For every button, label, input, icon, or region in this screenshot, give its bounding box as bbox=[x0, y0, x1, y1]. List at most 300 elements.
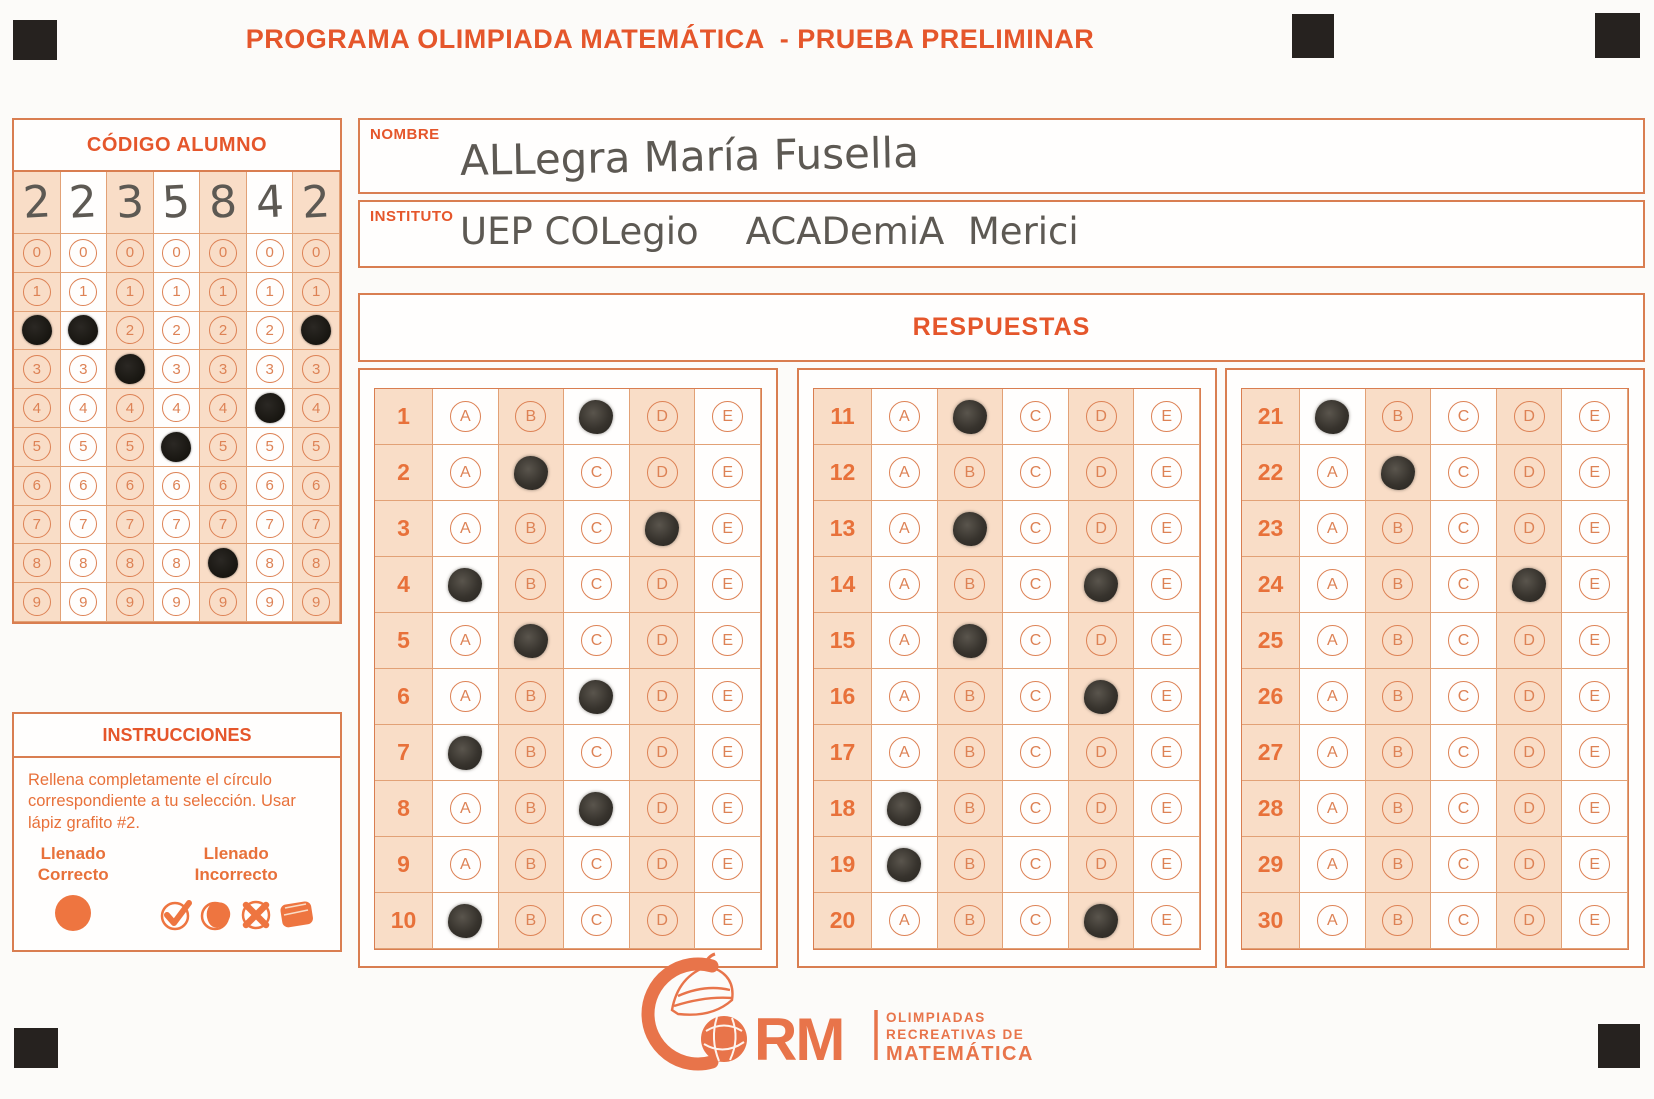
code-digit-cell-col6[interactable] bbox=[247, 172, 294, 234]
code-bubble-col5-8-filled[interactable] bbox=[208, 548, 238, 578]
answer-bubble-q30-E[interactable]: E bbox=[1579, 905, 1610, 936]
answer-bubble-q18-D[interactable]: D bbox=[1086, 793, 1117, 824]
code-cell bbox=[200, 467, 247, 506]
answer-bubble-q7-B[interactable]: B bbox=[515, 737, 546, 768]
answer-bubble-q11-B-filled[interactable] bbox=[953, 400, 987, 434]
answer-bubble-q20-B[interactable]: B bbox=[954, 905, 985, 936]
answer-bubble-q25-B[interactable]: B bbox=[1382, 625, 1413, 656]
code-bubble-col7-2-filled[interactable] bbox=[301, 315, 331, 345]
answer-bubble-q28-A[interactable]: A bbox=[1317, 793, 1348, 824]
answer-cell bbox=[499, 613, 565, 669]
answer-cell bbox=[938, 613, 1004, 669]
answer-bubble-q9-C[interactable]: C bbox=[581, 849, 612, 880]
code-bubble-col2-7[interactable]: 7 bbox=[69, 510, 97, 538]
code-cell bbox=[293, 273, 340, 312]
answer-bubble-q26-A[interactable]: A bbox=[1317, 681, 1348, 712]
handwritten-digit: 2 bbox=[21, 176, 53, 229]
answer-bubble-q28-D[interactable]: D bbox=[1514, 793, 1545, 824]
code-bubble-col6-6[interactable]: 6 bbox=[256, 472, 284, 500]
code-bubble-col6-7[interactable]: 7 bbox=[256, 510, 284, 538]
answer-bubble-q6-E[interactable]: E bbox=[712, 681, 743, 712]
answer-bubble-q18-A-filled[interactable] bbox=[887, 792, 921, 826]
answer-bubble-q11-E[interactable]: E bbox=[1151, 401, 1182, 432]
code-bubble-col4-3[interactable]: 3 bbox=[162, 355, 190, 383]
answer-bubble-q14-C[interactable]: C bbox=[1020, 569, 1051, 600]
answer-bubble-q5-E[interactable]: E bbox=[712, 625, 743, 656]
code-bubble-col4-1[interactable]: 1 bbox=[162, 278, 190, 306]
code-bubble-col7-8[interactable]: 8 bbox=[302, 549, 330, 577]
answer-cell bbox=[630, 837, 696, 893]
answer-cell bbox=[695, 893, 761, 949]
answer-bubble-q4-B[interactable]: B bbox=[515, 569, 546, 600]
answer-bubble-q11-D[interactable]: D bbox=[1086, 401, 1117, 432]
code-bubble-col7-4[interactable]: 4 bbox=[302, 394, 330, 422]
answer-bubble-q8-B[interactable]: B bbox=[515, 793, 546, 824]
code-cell bbox=[61, 350, 108, 389]
code-cell bbox=[247, 312, 294, 351]
code-bubble-col1-4[interactable]: 4 bbox=[23, 394, 51, 422]
answer-cell bbox=[564, 837, 630, 893]
answer-cell bbox=[564, 893, 630, 949]
respuestas-header: RESPUESTAS bbox=[358, 293, 1645, 362]
answer-bubble-q17-D[interactable]: D bbox=[1086, 737, 1117, 768]
answer-bubble-q8-A[interactable]: A bbox=[450, 793, 481, 824]
nombre-field[interactable] bbox=[358, 118, 1645, 194]
answer-bubble-q22-B-filled[interactable] bbox=[1381, 456, 1415, 490]
handwritten-digit: 2 bbox=[300, 176, 332, 229]
code-bubble-col5-0[interactable]: 0 bbox=[209, 239, 237, 267]
answer-bubble-q15-C[interactable]: C bbox=[1020, 625, 1051, 656]
answer-bubble-q26-E[interactable]: E bbox=[1579, 681, 1610, 712]
answer-bubble-q25-A[interactable]: A bbox=[1317, 625, 1348, 656]
code-bubble-col3-3-filled[interactable] bbox=[115, 354, 145, 384]
answer-bubble-q13-A[interactable]: A bbox=[889, 513, 920, 544]
answer-cell bbox=[1562, 613, 1628, 669]
answer-cell bbox=[1300, 501, 1366, 557]
answer-bubble-q8-D[interactable]: D bbox=[647, 793, 678, 824]
answer-bubble-q29-D[interactable]: D bbox=[1514, 849, 1545, 880]
code-bubble-col4-7[interactable]: 7 bbox=[162, 510, 190, 538]
answer-cell bbox=[1300, 837, 1366, 893]
answer-bubble-q28-E[interactable]: E bbox=[1579, 793, 1610, 824]
answer-bubble-q15-B-filled[interactable] bbox=[953, 624, 987, 658]
answer-bubble-q12-B[interactable]: B bbox=[954, 457, 985, 488]
answer-cell bbox=[1003, 501, 1069, 557]
code-bubble-col2-6[interactable]: 6 bbox=[69, 472, 97, 500]
question-number-4: 4 bbox=[375, 557, 433, 613]
code-cell bbox=[61, 389, 108, 428]
answer-cell bbox=[1134, 837, 1200, 893]
answer-bubble-q9-B[interactable]: B bbox=[515, 849, 546, 880]
code-bubble-col1-1[interactable]: 1 bbox=[23, 278, 51, 306]
code-bubble-col3-0[interactable]: 0 bbox=[116, 239, 144, 267]
answer-bubble-q13-D[interactable]: D bbox=[1086, 513, 1117, 544]
code-cell bbox=[247, 234, 294, 273]
answer-bubble-q7-C[interactable]: C bbox=[581, 737, 612, 768]
answer-bubble-q9-D[interactable]: D bbox=[647, 849, 678, 880]
answer-bubble-q10-B[interactable]: B bbox=[515, 905, 546, 936]
code-bubble-col4-0[interactable]: 0 bbox=[162, 239, 190, 267]
code-bubble-col4-2[interactable]: 2 bbox=[162, 316, 190, 344]
code-bubble-col6-2[interactable]: 2 bbox=[256, 316, 284, 344]
answer-bubble-q25-D[interactable]: D bbox=[1514, 625, 1545, 656]
answer-cell bbox=[872, 669, 938, 725]
code-cell bbox=[154, 467, 201, 506]
answer-bubble-q10-D[interactable]: D bbox=[647, 905, 678, 936]
code-cell bbox=[247, 350, 294, 389]
code-bubble-col2-0[interactable]: 0 bbox=[69, 239, 97, 267]
answer-cell bbox=[1366, 445, 1432, 501]
code-bubble-col1-6[interactable]: 6 bbox=[23, 472, 51, 500]
answer-bubble-q25-E[interactable]: E bbox=[1579, 625, 1610, 656]
answer-bubble-q20-C[interactable]: C bbox=[1020, 905, 1051, 936]
answer-cell bbox=[433, 837, 499, 893]
code-bubble-col1-8[interactable]: 8 bbox=[23, 549, 51, 577]
answer-bubble-q16-A[interactable]: A bbox=[889, 681, 920, 712]
code-bubble-col7-7[interactable]: 7 bbox=[302, 510, 330, 538]
answer-cell bbox=[499, 837, 565, 893]
answer-bubble-q3-B[interactable]: B bbox=[515, 513, 546, 544]
code-bubble-col7-9[interactable]: 9 bbox=[302, 588, 330, 616]
answer-bubble-q16-B[interactable]: B bbox=[954, 681, 985, 712]
answer-bubble-q25-C[interactable]: C bbox=[1448, 625, 1479, 656]
answer-bubble-q20-D-filled[interactable] bbox=[1084, 904, 1118, 938]
answer-bubble-q4-A-filled[interactable] bbox=[448, 568, 482, 602]
answer-bubble-q13-C[interactable]: C bbox=[1020, 513, 1051, 544]
answer-bubble-q22-A[interactable]: A bbox=[1317, 457, 1348, 488]
answer-bubble-q1-E[interactable]: E bbox=[712, 401, 743, 432]
code-cell bbox=[247, 428, 294, 467]
code-cell bbox=[14, 428, 61, 467]
answer-cell bbox=[1562, 893, 1628, 949]
answer-bubble-q10-A-filled[interactable] bbox=[448, 904, 482, 938]
answer-bubble-q2-C[interactable]: C bbox=[581, 457, 612, 488]
question-number-14: 14 bbox=[814, 557, 872, 613]
answer-cell bbox=[564, 725, 630, 781]
answer-bubble-q6-A[interactable]: A bbox=[450, 681, 481, 712]
code-bubble-col4-8[interactable]: 8 bbox=[162, 549, 190, 577]
answer-bubble-q27-D[interactable]: D bbox=[1514, 737, 1545, 768]
answer-bubble-q4-E[interactable]: E bbox=[712, 569, 743, 600]
code-bubble-col5-1[interactable]: 1 bbox=[209, 278, 237, 306]
answer-bubble-q19-C[interactable]: C bbox=[1020, 849, 1051, 880]
answer-bubble-q20-E[interactable]: E bbox=[1151, 905, 1182, 936]
code-digit-cell-col2[interactable] bbox=[61, 172, 108, 234]
answer-bubble-q2-E[interactable]: E bbox=[712, 457, 743, 488]
code-bubble-col4-6[interactable]: 6 bbox=[162, 472, 190, 500]
answer-bubble-q15-A[interactable]: A bbox=[889, 625, 920, 656]
question-number-12: 12 bbox=[814, 445, 872, 501]
answer-cell bbox=[872, 557, 938, 613]
question-number-24: 24 bbox=[1242, 557, 1300, 613]
code-bubble-col6-8[interactable]: 8 bbox=[256, 549, 284, 577]
answer-bubble-q5-D[interactable]: D bbox=[647, 625, 678, 656]
answer-bubble-q10-E[interactable]: E bbox=[712, 905, 743, 936]
code-bubble-col4-5-filled[interactable] bbox=[161, 432, 191, 462]
code-bubble-col7-0[interactable]: 0 bbox=[302, 239, 330, 267]
code-cell bbox=[293, 312, 340, 351]
answer-bubble-q5-A[interactable]: A bbox=[450, 625, 481, 656]
answer-cell bbox=[630, 445, 696, 501]
code-bubble-col2-8[interactable]: 8 bbox=[69, 549, 97, 577]
answer-bubble-q23-A[interactable]: A bbox=[1317, 513, 1348, 544]
code-bubble-col5-6[interactable]: 6 bbox=[209, 472, 237, 500]
answer-bubble-q19-D[interactable]: D bbox=[1086, 849, 1117, 880]
answer-cell bbox=[499, 725, 565, 781]
code-bubble-col5-9[interactable]: 9 bbox=[209, 588, 237, 616]
code-bubble-col5-7[interactable]: 7 bbox=[209, 510, 237, 538]
answer-bubble-q14-D-filled[interactable] bbox=[1084, 568, 1118, 602]
answer-bubble-q24-B[interactable]: B bbox=[1382, 569, 1413, 600]
code-bubble-col5-4[interactable]: 4 bbox=[209, 394, 237, 422]
answer-bubble-q17-E[interactable]: E bbox=[1151, 737, 1182, 768]
answer-bubble-q21-E[interactable]: E bbox=[1579, 401, 1610, 432]
code-digit-cell-col1[interactable] bbox=[14, 172, 61, 234]
question-number-30: 30 bbox=[1242, 893, 1300, 949]
answer-bubble-q30-C[interactable]: C bbox=[1448, 905, 1479, 936]
answer-bubble-q15-D[interactable]: D bbox=[1086, 625, 1117, 656]
answer-bubble-q17-C[interactable]: C bbox=[1020, 737, 1051, 768]
code-bubble-col3-7[interactable]: 7 bbox=[116, 510, 144, 538]
answer-bubble-q3-D-filled[interactable] bbox=[645, 512, 679, 546]
answer-cell bbox=[1134, 613, 1200, 669]
answer-cell bbox=[1497, 501, 1563, 557]
answer-bubble-q7-E[interactable]: E bbox=[712, 737, 743, 768]
answer-bubble-q30-D[interactable]: D bbox=[1514, 905, 1545, 936]
code-bubble-col5-5[interactable]: 5 bbox=[209, 433, 237, 461]
answer-bubble-q23-B[interactable]: B bbox=[1382, 513, 1413, 544]
answer-bubble-q2-A[interactable]: A bbox=[450, 457, 481, 488]
code-cell bbox=[293, 234, 340, 273]
answer-cell bbox=[1497, 389, 1563, 445]
instituto-field[interactable] bbox=[358, 200, 1645, 268]
filled-circle-icon bbox=[55, 895, 91, 931]
answer-bubble-q1-D[interactable]: D bbox=[647, 401, 678, 432]
code-digit-cell-col3[interactable] bbox=[107, 172, 154, 234]
answer-bubble-q10-C[interactable]: C bbox=[581, 905, 612, 936]
code-bubble-col2-2-filled[interactable] bbox=[68, 315, 98, 345]
answer-bubble-q9-E[interactable]: E bbox=[712, 849, 743, 880]
code-digit-cell-col5[interactable] bbox=[200, 172, 247, 234]
answer-bubble-q14-B[interactable]: B bbox=[954, 569, 985, 600]
answer-bubble-q29-C[interactable]: C bbox=[1448, 849, 1479, 880]
answer-bubble-q3-E[interactable]: E bbox=[712, 513, 743, 544]
code-cell bbox=[154, 273, 201, 312]
answer-bubble-q24-D-filled[interactable] bbox=[1512, 568, 1546, 602]
question-number-16: 16 bbox=[814, 669, 872, 725]
answer-bubble-q2-B-filled[interactable] bbox=[514, 456, 548, 490]
code-bubble-col6-0[interactable]: 0 bbox=[256, 239, 284, 267]
answer-bubble-q27-B[interactable]: B bbox=[1382, 737, 1413, 768]
answer-bubble-q3-A[interactable]: A bbox=[450, 513, 481, 544]
code-bubble-col4-4[interactable]: 4 bbox=[162, 394, 190, 422]
answer-bubble-q27-C[interactable]: C bbox=[1448, 737, 1479, 768]
answer-bubble-q29-E[interactable]: E bbox=[1579, 849, 1610, 880]
answer-bubble-q6-C-filled[interactable] bbox=[579, 680, 613, 714]
answer-bubble-q21-B[interactable]: B bbox=[1382, 401, 1413, 432]
answer-bubble-q24-C[interactable]: C bbox=[1448, 569, 1479, 600]
answer-bubble-q27-A[interactable]: A bbox=[1317, 737, 1348, 768]
code-bubble-col2-1[interactable]: 1 bbox=[69, 278, 97, 306]
answer-bubble-q8-E[interactable]: E bbox=[712, 793, 743, 824]
answer-bubble-q5-C[interactable]: C bbox=[581, 625, 612, 656]
code-bubble-col7-3[interactable]: 3 bbox=[302, 355, 330, 383]
answer-bubble-q20-A[interactable]: A bbox=[889, 905, 920, 936]
code-bubble-col3-1[interactable]: 1 bbox=[116, 278, 144, 306]
code-bubble-col3-4[interactable]: 4 bbox=[116, 394, 144, 422]
answer-bubble-q28-C[interactable]: C bbox=[1448, 793, 1479, 824]
code-cell bbox=[293, 544, 340, 583]
answer-cell bbox=[564, 501, 630, 557]
answer-bubble-q19-E[interactable]: E bbox=[1151, 849, 1182, 880]
code-bubble-col5-3[interactable]: 3 bbox=[209, 355, 237, 383]
code-bubble-col6-1[interactable]: 1 bbox=[256, 278, 284, 306]
answer-cell bbox=[499, 557, 565, 613]
answer-bubble-q13-B-filled[interactable] bbox=[953, 512, 987, 546]
code-bubble-col6-4-filled[interactable] bbox=[255, 393, 285, 423]
code-bubble-col7-1[interactable]: 1 bbox=[302, 278, 330, 306]
code-bubble-col1-3[interactable]: 3 bbox=[23, 355, 51, 383]
answer-bubble-q26-B[interactable]: B bbox=[1382, 681, 1413, 712]
answer-bubble-q24-A[interactable]: A bbox=[1317, 569, 1348, 600]
answer-bubble-q26-C[interactable]: C bbox=[1448, 681, 1479, 712]
code-bubble-col3-6[interactable]: 6 bbox=[116, 472, 144, 500]
answer-bubble-q12-A[interactable]: A bbox=[889, 457, 920, 488]
answer-cell bbox=[1134, 893, 1200, 949]
answer-bubble-q23-C[interactable]: C bbox=[1448, 513, 1479, 544]
handwritten-digit: 4 bbox=[254, 176, 285, 229]
answer-bubble-q12-D[interactable]: D bbox=[1086, 457, 1117, 488]
answer-bubble-q11-C[interactable]: C bbox=[1020, 401, 1051, 432]
answer-grid-3 bbox=[1241, 388, 1629, 950]
code-cell bbox=[107, 467, 154, 506]
answer-bubble-q23-E[interactable]: E bbox=[1579, 513, 1610, 544]
answer-bubble-q21-C[interactable]: C bbox=[1448, 401, 1479, 432]
answer-bubble-q22-D[interactable]: D bbox=[1514, 457, 1545, 488]
code-bubble-col1-9[interactable]: 9 bbox=[23, 588, 51, 616]
answer-bubble-q29-A[interactable]: A bbox=[1317, 849, 1348, 880]
answer-cell bbox=[1497, 613, 1563, 669]
code-bubble-col2-9[interactable]: 9 bbox=[69, 588, 97, 616]
code-bubble-col6-3[interactable]: 3 bbox=[256, 355, 284, 383]
answer-bubble-q30-B[interactable]: B bbox=[1382, 905, 1413, 936]
code-bubble-col1-2-filled[interactable] bbox=[22, 315, 52, 345]
code-bubble-col4-9[interactable]: 9 bbox=[162, 588, 190, 616]
answer-cell bbox=[630, 669, 696, 725]
llenado-correcto-label: Llenado Correcto bbox=[38, 844, 109, 935]
answer-bubble-q12-E[interactable]: E bbox=[1151, 457, 1182, 488]
answer-bubble-q2-D[interactable]: D bbox=[647, 457, 678, 488]
code-bubble-col7-5[interactable]: 5 bbox=[302, 433, 330, 461]
answer-bubble-q12-C[interactable]: C bbox=[1020, 457, 1051, 488]
answer-bubble-q18-C[interactable]: C bbox=[1020, 793, 1051, 824]
answer-cell bbox=[695, 445, 761, 501]
code-bubble-col2-5[interactable]: 5 bbox=[69, 433, 97, 461]
codigo-alumno-header: CÓDIGO ALUMNO bbox=[14, 120, 340, 172]
question-number-22: 22 bbox=[1242, 445, 1300, 501]
answer-bubble-q9-A[interactable]: A bbox=[450, 849, 481, 880]
answer-bubble-q6-D[interactable]: D bbox=[647, 681, 678, 712]
code-bubble-col6-9[interactable]: 9 bbox=[256, 588, 284, 616]
answer-bubble-q1-A[interactable]: A bbox=[450, 401, 481, 432]
answer-bubble-q18-B[interactable]: B bbox=[954, 793, 985, 824]
answer-bubble-q16-C[interactable]: C bbox=[1020, 681, 1051, 712]
answer-bubble-q30-A[interactable]: A bbox=[1317, 905, 1348, 936]
code-cell bbox=[14, 583, 61, 622]
answer-bubble-q26-D[interactable]: D bbox=[1514, 681, 1545, 712]
question-number-20: 20 bbox=[814, 893, 872, 949]
answer-bubble-q23-D[interactable]: D bbox=[1514, 513, 1545, 544]
answer-bubble-q18-E[interactable]: E bbox=[1151, 793, 1182, 824]
answer-bubble-q21-D[interactable]: D bbox=[1514, 401, 1545, 432]
registration-mark-top-left bbox=[13, 20, 57, 60]
answer-bubble-q22-E[interactable]: E bbox=[1579, 457, 1610, 488]
code-bubble-col7-6[interactable]: 6 bbox=[302, 472, 330, 500]
answer-bubble-q24-E[interactable]: E bbox=[1579, 569, 1610, 600]
code-bubble-col3-5[interactable]: 5 bbox=[116, 433, 144, 461]
answer-bubble-q17-B[interactable]: B bbox=[954, 737, 985, 768]
code-bubble-col3-2[interactable]: 2 bbox=[116, 316, 144, 344]
answer-cell bbox=[872, 613, 938, 669]
code-cell bbox=[200, 234, 247, 273]
answer-bubble-q4-C[interactable]: C bbox=[581, 569, 612, 600]
code-cell bbox=[200, 389, 247, 428]
code-digit-cell-col7[interactable] bbox=[293, 172, 340, 234]
answer-bubble-q11-A[interactable]: A bbox=[889, 401, 920, 432]
code-cell bbox=[14, 506, 61, 545]
code-bubble-col1-0[interactable]: 0 bbox=[23, 239, 51, 267]
code-bubble-col3-8[interactable]: 8 bbox=[116, 549, 144, 577]
answer-bubble-q14-A[interactable]: A bbox=[889, 569, 920, 600]
answer-bubble-q3-C[interactable]: C bbox=[581, 513, 612, 544]
code-digit-cell-col4[interactable] bbox=[154, 172, 201, 234]
code-bubble-col1-7[interactable]: 7 bbox=[23, 510, 51, 538]
code-bubble-col2-4[interactable]: 4 bbox=[69, 394, 97, 422]
answer-cell bbox=[564, 445, 630, 501]
answer-bubble-q7-A-filled[interactable] bbox=[448, 736, 482, 770]
answer-bubble-q15-E[interactable]: E bbox=[1151, 625, 1182, 656]
answer-bubble-q22-C[interactable]: C bbox=[1448, 457, 1479, 488]
answer-bubble-q16-E[interactable]: E bbox=[1151, 681, 1182, 712]
code-bubble-col1-5[interactable]: 5 bbox=[23, 433, 51, 461]
answer-bubble-q1-C-filled[interactable] bbox=[579, 400, 613, 434]
code-bubble-col5-2[interactable]: 2 bbox=[209, 316, 237, 344]
answer-bubble-q8-C-filled[interactable] bbox=[579, 792, 613, 826]
code-bubble-col3-9[interactable]: 9 bbox=[116, 588, 144, 616]
answer-bubble-q4-D[interactable]: D bbox=[647, 569, 678, 600]
answer-cell bbox=[872, 781, 938, 837]
answer-block-3 bbox=[1225, 368, 1645, 968]
answer-bubble-q5-B-filled[interactable] bbox=[514, 624, 548, 658]
answer-bubble-q21-A-filled[interactable] bbox=[1315, 400, 1349, 434]
code-bubble-col6-5[interactable]: 5 bbox=[256, 433, 284, 461]
answer-cell bbox=[433, 725, 499, 781]
answer-bubble-q19-B[interactable]: B bbox=[954, 849, 985, 880]
code-bubble-col2-3[interactable]: 3 bbox=[69, 355, 97, 383]
answer-bubble-q6-B[interactable]: B bbox=[515, 681, 546, 712]
answer-bubble-q17-A[interactable]: A bbox=[889, 737, 920, 768]
answer-bubble-q16-D-filled[interactable] bbox=[1084, 680, 1118, 714]
answer-bubble-q27-E[interactable]: E bbox=[1579, 737, 1610, 768]
answer-bubble-q29-B[interactable]: B bbox=[1382, 849, 1413, 880]
answer-bubble-q7-D[interactable]: D bbox=[647, 737, 678, 768]
answer-bubble-q28-B[interactable]: B bbox=[1382, 793, 1413, 824]
answer-cell bbox=[1300, 613, 1366, 669]
answer-bubble-q13-E[interactable]: E bbox=[1151, 513, 1182, 544]
answer-bubble-q14-E[interactable]: E bbox=[1151, 569, 1182, 600]
answer-bubble-q19-A-filled[interactable] bbox=[887, 848, 921, 882]
answer-bubble-q1-B[interactable]: B bbox=[515, 401, 546, 432]
